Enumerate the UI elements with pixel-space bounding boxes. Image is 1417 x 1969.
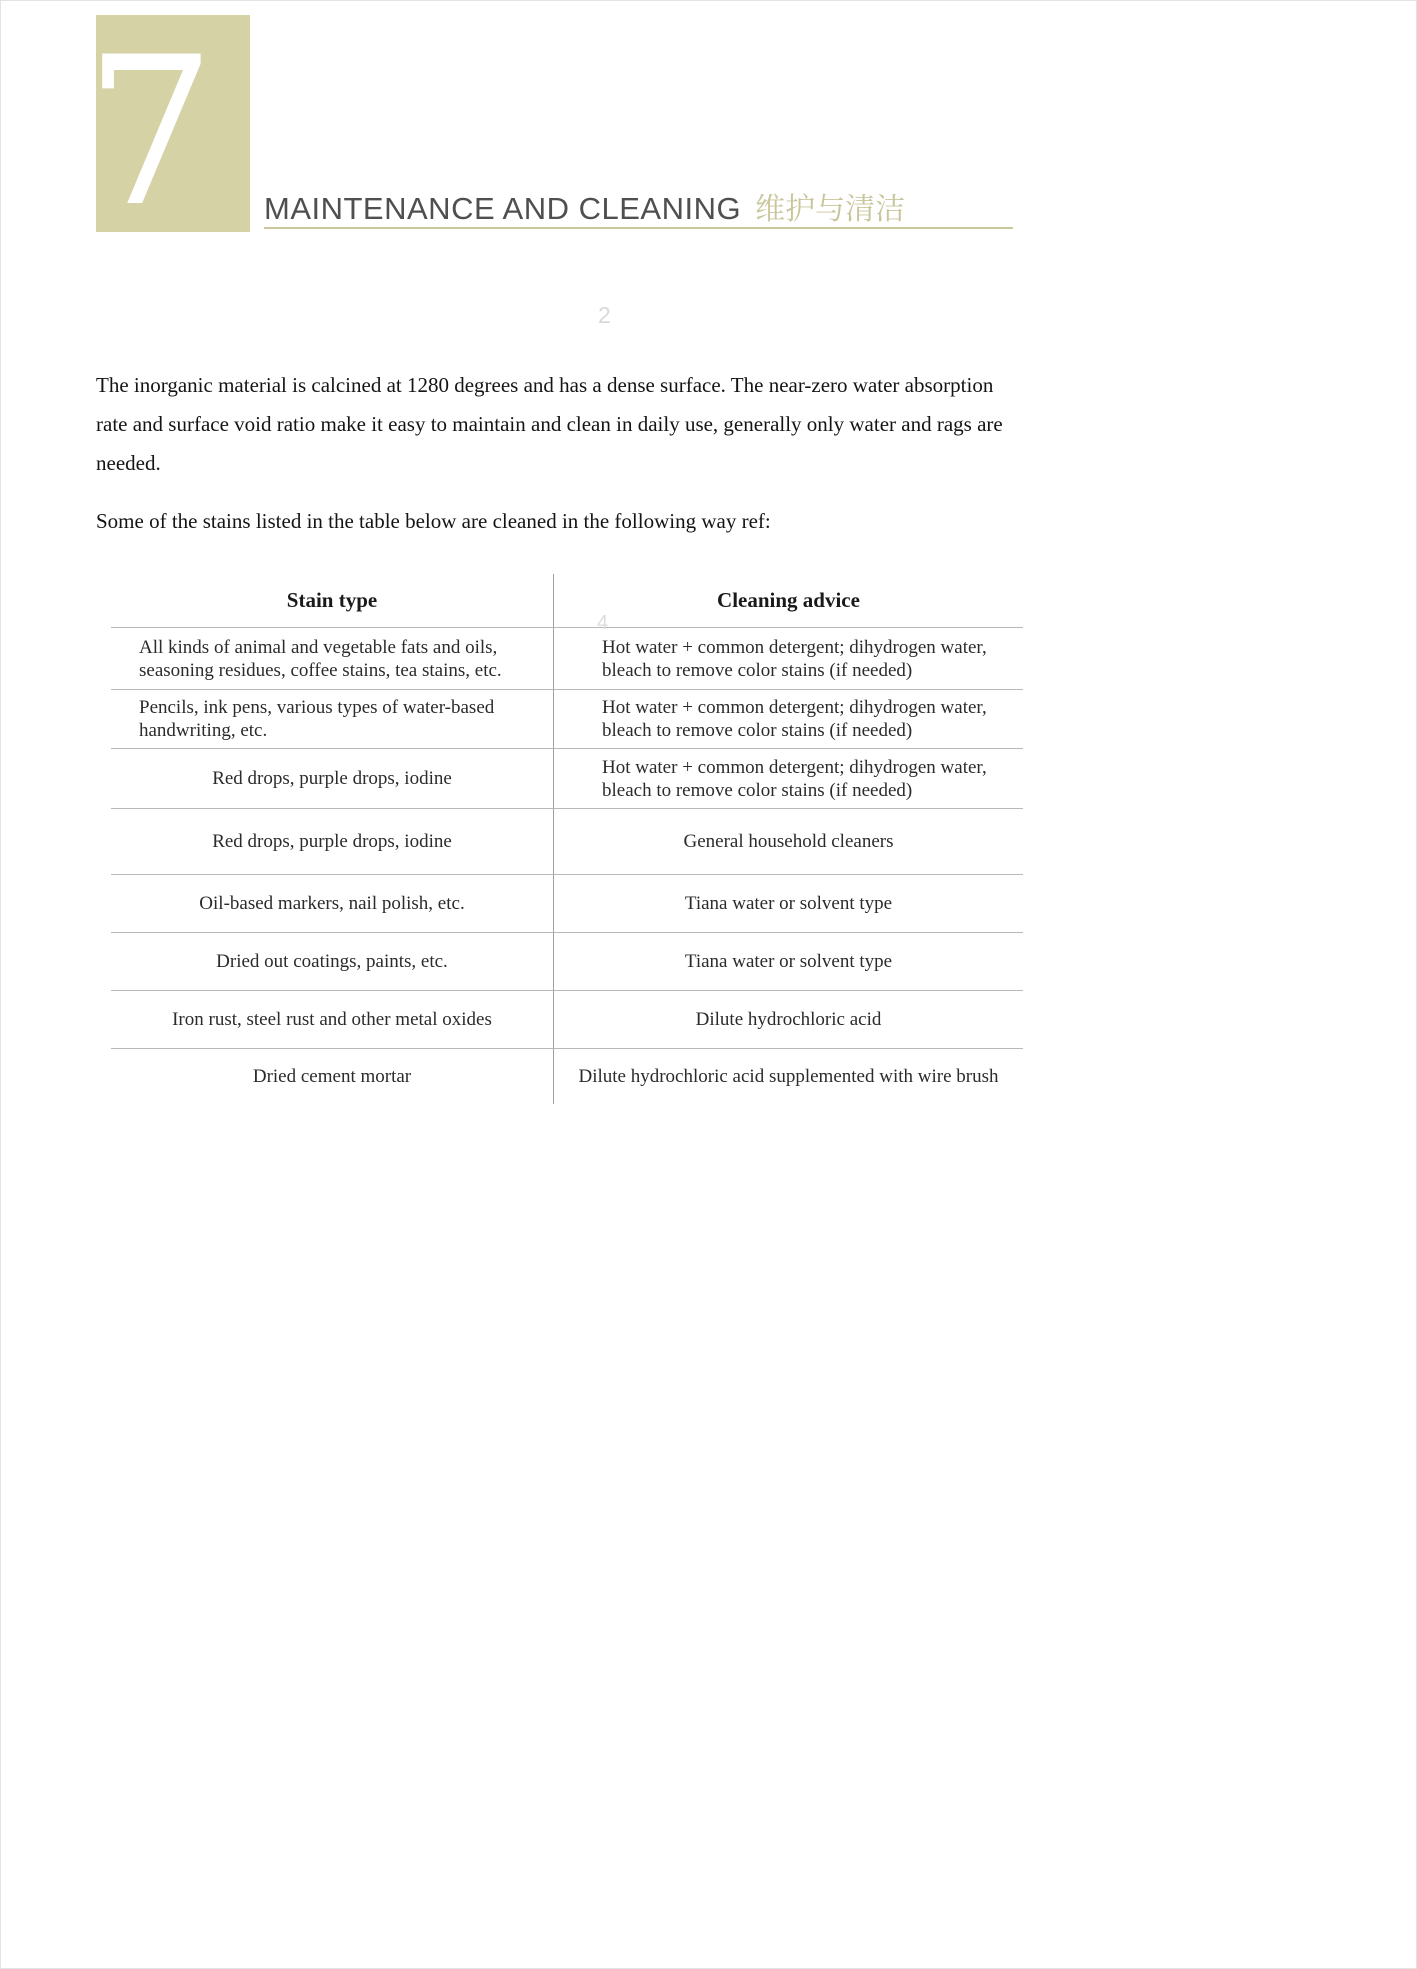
- table-header-row: [111, 574, 1023, 628]
- page-title: [264, 184, 905, 228]
- table-row: [111, 933, 1023, 991]
- stain-cell: Oil-based markers, nail polish, etc.: [199, 893, 465, 914]
- table-row: [111, 875, 1023, 933]
- table-row: [111, 1049, 1023, 1104]
- stain-cleaning-table: [111, 574, 1023, 1104]
- table-row: [111, 690, 1023, 749]
- advice-cell: Tiana water or solvent type: [553, 933, 1023, 990]
- advice-cell: Dilute hydrochloric acid supplemented with wire brush: [553, 1049, 1023, 1104]
- advice-cell: Hot water + common detergent; dihydrogen water, bleach to remove color stains (if needed): [553, 628, 1023, 689]
- page-title-english: MAINTENANCE AND CLEANING: [264, 191, 742, 226]
- stain-cell: Red drops, purple drops, iodine: [212, 768, 452, 789]
- stain-cell: All kinds of animal and vegetable fats and oils, seasoning residues, coffee stains, tea stains, etc.: [139, 636, 502, 681]
- faint-table-watermark: 4: [597, 612, 609, 634]
- page-title-chinese: 维护与清洁: [755, 193, 906, 226]
- intro-paragraph: The inorganic material is calcined at 1280 degrees and has a dense surface. The near-zero water absorption rate and surface void ratio make it easy to maintain and clean in daily use, generally only water and rags are needed.: [96, 373, 1003, 475]
- advice-cell: Hot water + common detergent; dihydrogen water, bleach to remove color stains (if needed): [553, 690, 1023, 748]
- column-header-cleaning-advice: Cleaning advice: [553, 574, 1023, 627]
- stain-cell: Iron rust, steel rust and other metal oxides: [172, 1009, 492, 1030]
- faint-page-watermark: 2: [598, 302, 611, 328]
- table-row: [111, 991, 1023, 1049]
- stain-cell: Pencils, ink pens, various types of water-based handwriting, etc.: [139, 697, 495, 741]
- stain-cell: Dried out coatings, paints, etc.: [216, 951, 448, 972]
- stain-cell: Dried cement mortar: [252, 1066, 412, 1087]
- advice-cell: Dilute hydrochloric acid: [553, 991, 1023, 1048]
- advice-cell: Tiana water or solvent type: [553, 875, 1023, 932]
- advice-cell: General household cleaners: [553, 809, 1023, 874]
- chapter-number: 7: [85, 14, 216, 252]
- table-row: [111, 628, 1023, 690]
- title-divider: [264, 227, 1013, 229]
- table-caption: Some of the stains listed in the table below are cleaned in the following way ref:: [96, 509, 771, 533]
- table-row: [111, 809, 1023, 875]
- advice-cell: Hot water + common detergent; dihydrogen water, bleach to remove color stains (if needed): [553, 749, 1023, 808]
- stain-cell: Red drops, purple drops, iodine: [212, 831, 452, 852]
- table-row: [111, 749, 1023, 809]
- column-header-stain-type: Stain type: [286, 588, 378, 612]
